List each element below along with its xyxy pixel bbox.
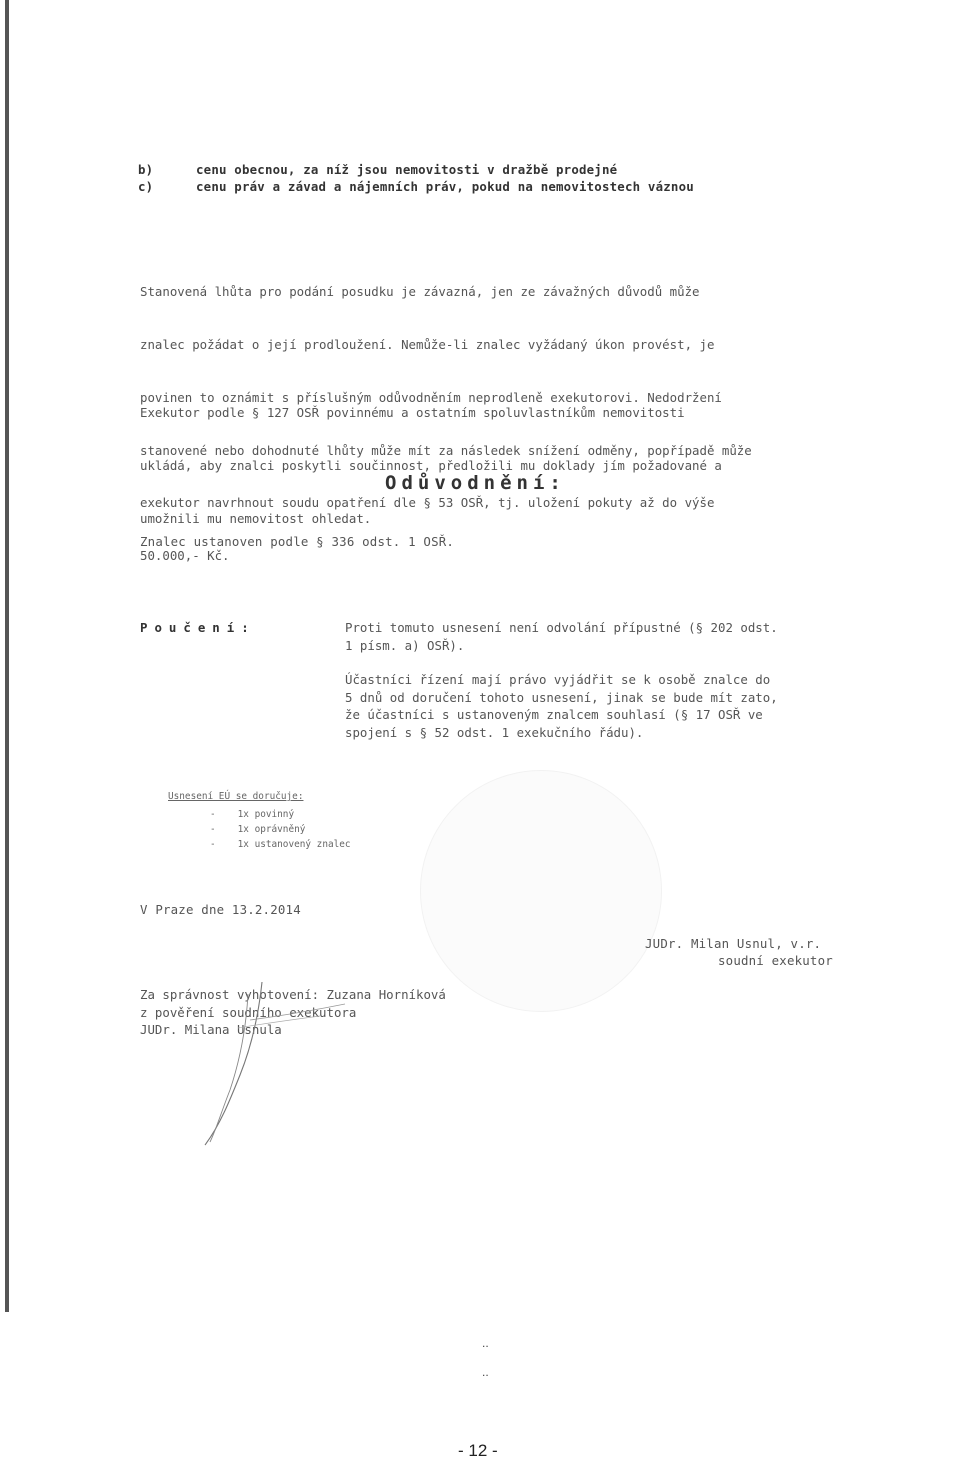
- date-line: V Praze dne 13.2.2014: [140, 902, 301, 917]
- paragraph-line: povinen to oznámit s příslušným odůvodněním neprodleně exekutorovi. Nedodržení: [140, 389, 722, 405]
- paragraph-line: umožnili mu nemovitost ohledat.: [140, 510, 372, 526]
- list-text: cenu obecnou, za níž jsou nemovitosti v dražbě prodejné: [196, 162, 618, 177]
- bullet: -: [210, 824, 216, 835]
- signatory-role: soudní exekutor: [718, 953, 833, 968]
- paragraph-line: spojení s § 52 odst. 1 exekučního řádu).: [345, 724, 644, 740]
- list-item-c: [138, 179, 838, 197]
- instruction-label: Poučení:: [140, 620, 256, 635]
- paragraph-line: z pověření soudního exekutora: [140, 1004, 357, 1020]
- instruction-appeal: [345, 619, 778, 654]
- paragraph-line: exekutor navrhnout soudu opatření dle § 53 OSŘ, tj. uložení pokuty až do výše: [140, 495, 715, 511]
- handwritten-signature: [150, 980, 350, 1150]
- list-key: c): [138, 179, 154, 194]
- delivery-item-label: 1x oprávněný: [237, 824, 306, 835]
- paragraph-line: 50.000,- Kč.: [140, 548, 230, 564]
- faint-stamp-circle: [420, 770, 662, 1012]
- paragraph-line: Stanovená lhůta pro podání posudku je závazná, jen ze závažných důvodů může: [140, 284, 700, 300]
- section-heading-reasoning: Odůvodnění:: [385, 472, 566, 494]
- paragraph-line: znalec požádat o její prodloužení. Nemůže-li znalec vyžádaný úkon provést, je: [140, 336, 715, 352]
- delivery-title: Usnesení EÚ se doručuje:: [168, 791, 304, 802]
- paragraph-line: Za správnost vyhotovení: Zuzana Horníková: [140, 987, 446, 1002]
- delivery-item: [210, 807, 351, 822]
- paragraph-line: 1 písm. a) OSŘ).: [345, 637, 465, 653]
- paragraph-line: Proti tomuto usnesení není odvolání přípustné (§ 202 odst.: [345, 620, 778, 635]
- paragraph-line: 5 dnů od doručení tohoto usnesení, jinak se bude mít zato,: [345, 689, 778, 705]
- footer-dots: ..: [482, 1365, 489, 1379]
- paragraph-cooperation: [140, 369, 722, 545]
- scan-edge-rule: [5, 0, 9, 1312]
- list-text: cenu práv a závad a nájemních práv, pokud na nemovitostech váznou: [196, 179, 694, 194]
- delivery-item: [210, 822, 351, 837]
- delivery-item-label: 1x ustanovený znalec: [237, 839, 351, 850]
- paragraph-line: Exekutor podle § 127 OSŘ povinnému a ostatním spoluvlastníkům nemovitosti: [140, 405, 685, 421]
- paragraph-line: že účastníci s ustanoveným znalcem souhlasí (§ 17 OSŘ ve: [345, 707, 763, 723]
- signatory-name: JUDr. Milan Usnul, v.r.: [645, 936, 822, 951]
- appointment-basis: Znalec ustanoven podle § 336 odst. 1 OSŘ.: [140, 534, 455, 549]
- paragraph-line: JUDr. Milana Usnula: [140, 1022, 282, 1038]
- instruction-objection: [345, 671, 778, 741]
- delivery-item-label: 1x povinný: [237, 809, 295, 820]
- paragraph-line: ukládá, aby znalci poskytli součinnost, předložili mu doklady jím požadované a: [140, 457, 722, 473]
- bullet: -: [210, 809, 216, 820]
- bullet: -: [210, 839, 216, 850]
- paragraph-line: stanovené nebo dohodnuté lhůty může mít za následek snížení odměny, popřípadě může: [140, 442, 752, 458]
- list-key: b): [138, 162, 154, 177]
- delivery-item: [210, 837, 351, 852]
- paragraph-line: Účastníci řízení mají právo vyjádřit se k osobě znalce do: [345, 672, 771, 687]
- footer-dots: ..: [482, 1336, 489, 1350]
- page-number: - 12 -: [458, 1441, 498, 1460]
- delivery-list: [210, 807, 351, 852]
- list-item-b: [138, 162, 838, 180]
